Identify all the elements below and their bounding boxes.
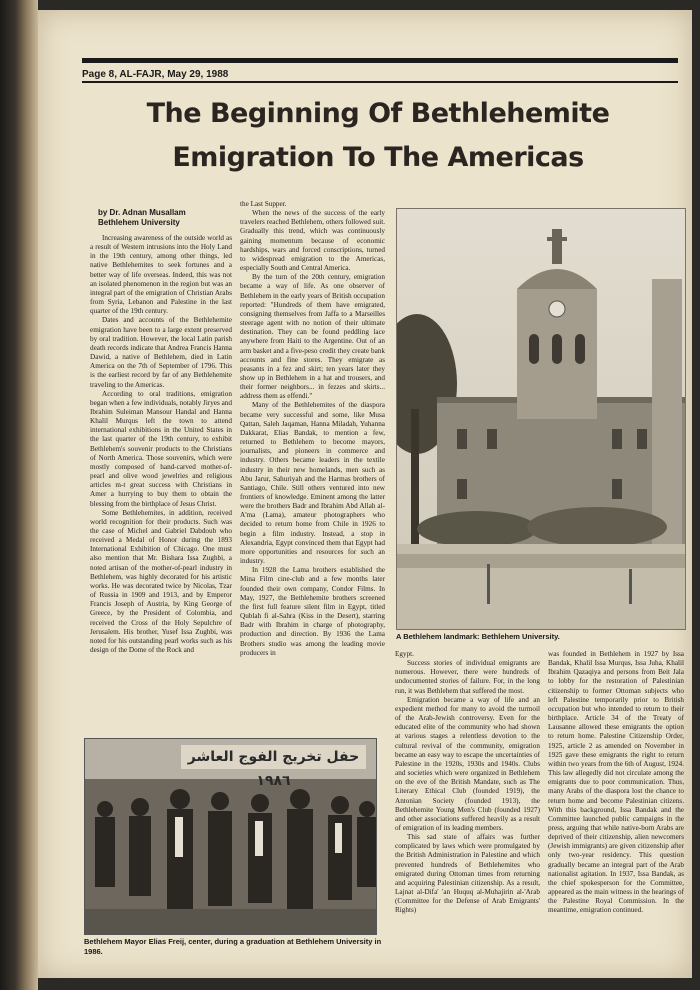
- paragraph: According to oral traditions, emigration began when a few individuals, notably Jiryes and Ibrahim Suleiman Mansour Handal and Hanna Khalil Murqus left the town to attend international exhibitions in the United States in the last quarter of the 19th century, to exhibit Bethlehem's souvenir products to the Christians of North America. Those souvenirs, which were mostly composed of hand-carved mother-of-pearl and olive wood jewelries and religious articles m-t great success with Christians in Amer a hurrying to buy them to obtain the blessing from the birthplace of Jesus Christ.: [90, 389, 232, 508]
- paragraph: Increasing awareness of the outside world as a result of Western intrusions into the Holy Land in the 19th century, among other things, led native Bethlehemites to seek fortunes and a better way of life overseas. Indeed, this was not an isolated phenomenon in the region but was an integral part of the emigration of Christian Arabs from Syria, Lebanon and Palestine in the last quarter of the 19th century.: [90, 234, 232, 316]
- page-header: [82, 58, 678, 80]
- book-binding: [0, 0, 38, 990]
- paragraph: Many of the Bethlehemites of the diaspora became very successful and some, like Musa Qattan, Saleh Jaqaman, Hanna Miladah, Yuhanna Dakkarat, Elias Bandak, to mention a few, returned to Bethlehem to become mayors, journalists, and pioneers in commerce and industry. Others became leaders in the textile industry in their new homelands, men such as Abu Jarur, Sahuriyah and the Harmas brothers of Santiago, Chile. Still others ventured into new frontiers of knowledge. Eminent among the latter were the brothers Badr and Ibrahim Abd Allah al-A'ma (Lama), amateur photographers who decided to return home from Chile in 1926 to begin a film industry. Instead, a stop in Alexandria, Egypt convinced them that Egypt had more opportunities and resources for such an industry.: [240, 401, 385, 566]
- byline-author: by Dr. Adnan Musallam: [98, 208, 186, 217]
- paragraph: When the news of the success of the early travelers reached Bethlehem, others followed suit. Gradually this trend, which was continuously gaining momentum because of economic hardships, wars and forced conscriptions, turned to widespread emigration to the Americas, especially South and Central America.: [240, 209, 385, 273]
- article-column-2: [240, 200, 385, 745]
- header-rule: [82, 81, 678, 83]
- paragraph: This sad state of affairs was further complicated by laws which were promulgated by the British Administration in Palestine and which prevented hundreds of Bethlehemites who emigrated during Ottoman times from returning and acquiring Palestinian citizenship. As a result, Lajnat al-Difa' 'an Huquq al-Muhajirin al-'Arab (Committee for the Defense of Arab Emigrants' Rights): [395, 833, 540, 915]
- page-header-text: Page 8, AL-FAJR, May 29, 1988: [82, 69, 229, 80]
- paragraph: Egypt.: [395, 650, 414, 658]
- byline-affiliation: Bethlehem University: [98, 218, 180, 227]
- article-column-4: [548, 650, 684, 950]
- university-photo: [396, 208, 686, 630]
- headline-line-2: Emigration To The Americas: [172, 142, 584, 173]
- graduation-photo: [84, 738, 377, 935]
- headline-line-1: The Beginning Of Bethlehemite: [146, 98, 610, 129]
- paragraph: Dates and accounts of the Bethlehemite emigration have been to a large extent preserved by oral tradition. However, the local Latin parish death records indicate that Andrea Francis Hanna Dawid, a native of Bethlehem, died in Latin America on the 7th of September of 1796. This is the earliest record by far of any Bethlehemite traveling to the Americas.: [90, 316, 232, 389]
- university-building-image: [397, 209, 685, 629]
- paragraph: By the turn of the 20th century, emigration became a way of life. As one observer of Bethlehem in the early years of British occupation reported: "Hundreds of them have emigrated, consigning themselves from Jaffa to a Marseilles steerage agent with no notion of their ultimate destination. They can be found peddling lace anywhere from Haiti to the Argentine. Out of an arm basket and a five-peso credit they create bank accounts and fine stores. They emigrate as peasants in a fez and skirt; ten years later they show up in Bethlehem in a hat and trousers, and their former neighbors... in fezzes and skirts... address them as effendi.": [240, 273, 385, 401]
- photo-caption: A Bethlehem landmark: Bethlehem University.: [396, 632, 560, 641]
- newspaper-page: [38, 10, 692, 978]
- headline: [98, 92, 658, 180]
- paragraph: Some Bethlehemites, in addition, received world recognition for their products. Such was the case of Michel and Gabriel Dabdoub who received a Medal of Honor during the 1893 International Exhibition of Chicago. One must also mention that Mr. Bishara Issa Zughbi, a noted artisan of the mother-of-pearl industry in Bethlehem, was highly decorated for his artistic works. He was decorated twice by Nicolas, Tzar of Russia in 1909 and 1913, and by Emperor Francis Joseph of Austria, by King George of Greece, by the President of Colombia, and received the Cross of the Holy Sepulchre of Jerusalem. His brother, Yusef Issa Zughbi, was noted for his outstanding pearl works such as his design of the Dome of the Rock and: [90, 508, 232, 655]
- article-column-3: [395, 650, 540, 950]
- byline: [98, 208, 248, 228]
- graduation-banner: حفل تخريج الفوج العاشر ١٩٨٦: [181, 745, 366, 769]
- paragraph: was founded in Bethlehem in 1927 by Issa Bandak, Khalil Issa Murqus, Issa Juha, Khalil Ibrahim Qazaqiya and persons from Beit Jala to lobby for the restoration of Palestinian citizenship to former Ottoman subjects who left Palestine temporarily prior to British occupation but who intended to return to their birthplace. Article 34 of the Treaty of Lausanne allowed these emigrants the option to return home. Palestine Citizenship Order, 1925, article 2 as amended on November in 1925 gave these emigrants the right to return within two years from the 6th of August, 1924. This law allegedly did not circulate among the emigrants due to poor communication. Thus, many Arabs of the diaspora lost the chance to return home and become Palestinian citizens. With this background, Issa Bandak and the Committee launched public campaigns in the press, arguing that while native-born Arabs are deprived of their citizenship, alien newcomers (Jewish immigrants) are given citizenship after only two-year residency. This question gradually became an integral part of the Arab nationalist agitation. In 1937, Issa Bandak, as the chief spokesperson for the Committee, appeared as the main witness in the hearings of the Palestine Royal Commission. In the meantime, emigration continued.: [548, 650, 684, 915]
- article-column-1: [90, 234, 232, 744]
- graduation-photo-caption: Bethlehem Mayor Elias Freij, center, during a graduation at Bethlehem University in 1986.: [84, 937, 382, 956]
- paragraph: Emigration became a way of life and an expedient method for many to avoid the turmoil of the Arab-Jewish controversy. Even for the educated elite of the community who had shown at various stages a relentless devotion to the cultural revival of the community, emigration became an easy way to escape the uncertainties of Palestine in the 1920s, 1930s and 1940s. Clubs and societies which were organized in Bethlehem on the eve of the British Mandate, such as The Literary Ethical Club (founded 1919), the Antonian Society (founded 1913), the Bethlehemite Young Men's Club (founded 1927) and other associations suffered heavily as a result of emigration of its leading members.: [395, 695, 540, 832]
- paragraph: Success stories of individual emigrants are numerous. However, there were hundreds of undocumented stories of failure. For, in the long run, it was Bethlehem that suffered the most.: [395, 659, 540, 695]
- paragraph: In 1928 the Lama brothers established the Mina Film cine-club and a few months later founded their own company, Condor Films. In May, 1927, the Bethlehemite brothers screened the first full feature silent film in Egypt, titled Qublah fi al-Sahra (Kiss in the Desert), starring Badr with Ibrahim in charge of photography, production and direction. By 1936 the Lama Brothers studio was among the leading movie producers in: [240, 566, 385, 657]
- paragraph: the Last Supper.: [240, 200, 287, 208]
